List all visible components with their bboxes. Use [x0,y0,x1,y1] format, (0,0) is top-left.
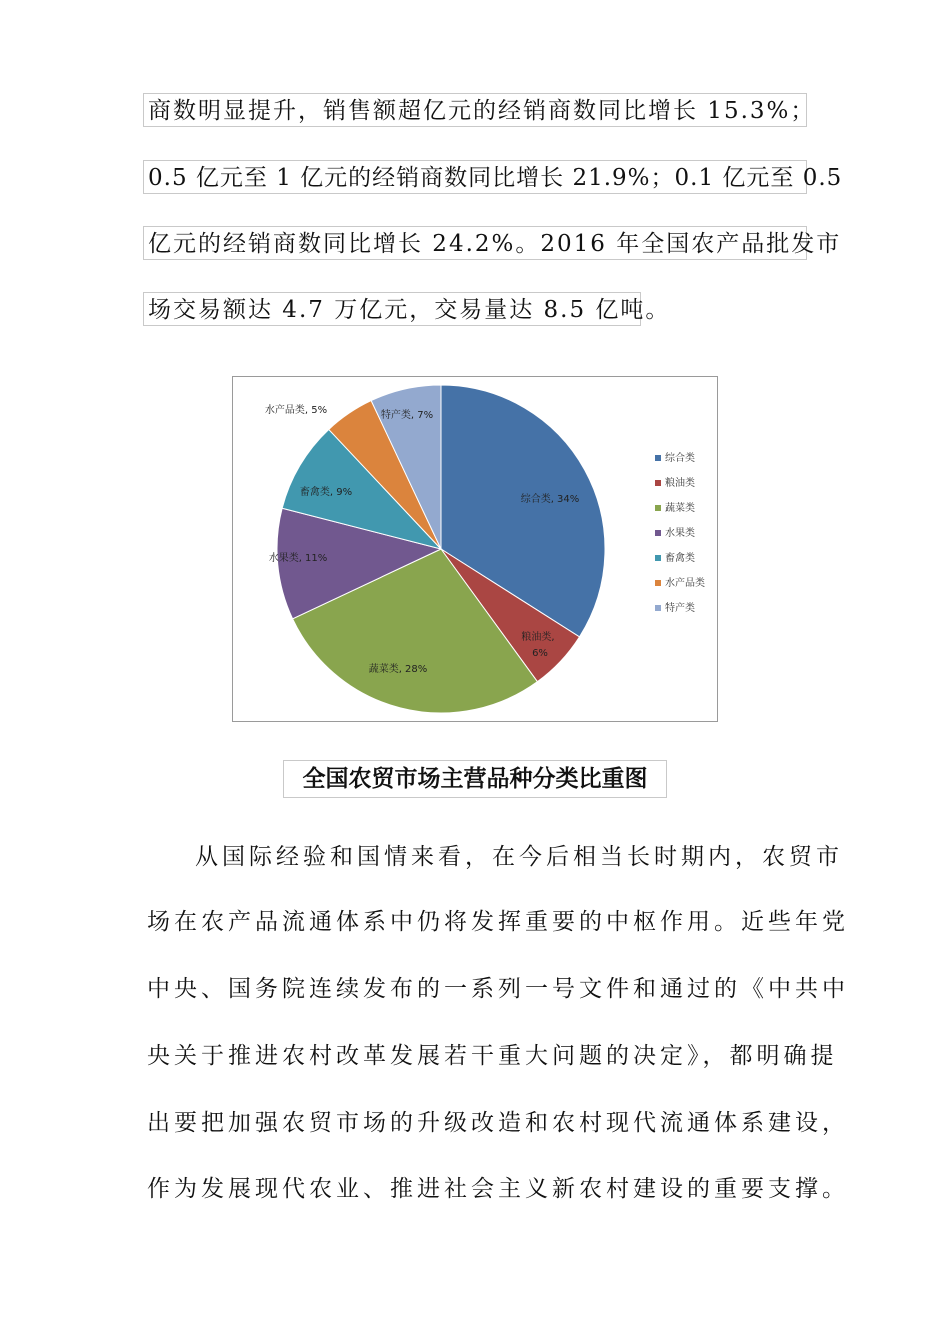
slice-data-label: 综合类, 34% [520,494,580,505]
paragraph-line: 中央、国务院连续发布的一系列一号文件和通过的《中共中 [147,976,849,1002]
legend-label: 综合类 [665,453,695,464]
paragraph-line: 出要把加强农贸市场的升级改造和农村现代流通体系建设， [147,1110,849,1136]
slice-data-label: 粮油类, [521,632,555,643]
paragraph-line: 0.5 亿元至 1 亿元的经销商数同比增长 21.9%；0.1 亿元至 0.5 [143,160,807,194]
legend-label: 蔬菜类 [665,503,695,514]
legend-swatch [655,605,661,611]
pie-chart [233,377,719,723]
legend-swatch [655,505,661,511]
paragraph-line: 作为发展现代农业、推进社会主义新农村建设的重要支撑。 [147,1176,849,1202]
legend-swatch [655,580,661,586]
legend-swatch [655,530,661,536]
slice-data-label: 水产品类, 5% [264,405,328,416]
slice-data-label: 水果类, 11% [268,553,328,564]
paragraph-line: 央关于推进农村改革发展若干重大问题的决定》，都明确提 [147,1043,838,1069]
legend-label: 畜禽类 [665,553,695,564]
slice-data-label: 畜禽类, 9% [299,487,353,498]
slice-data-label: 蔬菜类, 28% [368,664,428,675]
legend-label: 粮油类 [665,478,695,489]
paragraph-line: 商数明显提升，销售额超亿元的经销商数同比增长 15.3%； [143,93,807,127]
legend-label: 水产品类 [665,578,705,589]
pie-chart-frame [232,376,718,722]
paragraph-line: 从国际经验和国情来看，在今后相当长时期内，农贸市 [195,844,843,870]
legend-label: 水果类 [665,528,695,539]
paragraph-line: 场交易额达 4.7 万亿元，交易量达 8.5 亿吨。 [143,292,641,326]
legend-swatch [655,480,661,486]
chart-caption: 全国农贸市场主营品种分类比重图 [283,760,667,798]
legend-swatch [655,555,661,561]
slice-data-label: 特产类, 7% [380,410,434,421]
paragraph-line: 场在农产品流通体系中仍将发挥重要的中枢作用。近些年党 [147,909,849,935]
legend-label: 特产类 [665,603,695,614]
paragraph-line: 亿元的经销商数同比增长 24.2%。2016 年全国农产品批发市 [143,226,807,260]
legend-swatch [655,455,661,461]
slice-data-label: 6% [532,648,548,659]
